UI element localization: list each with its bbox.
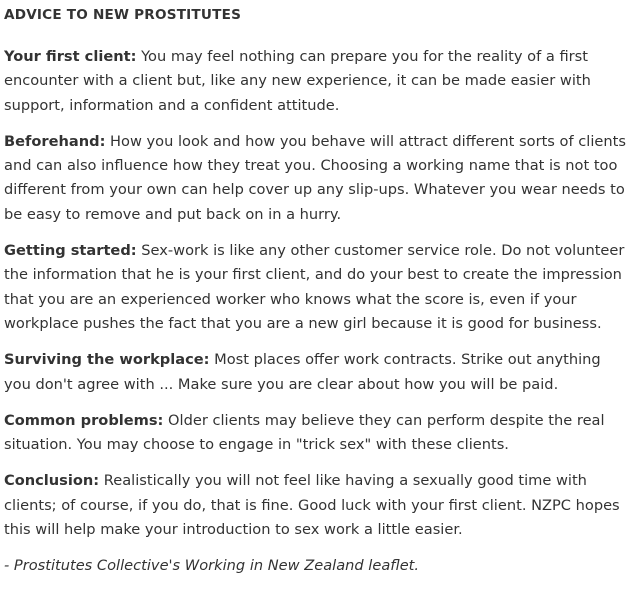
section-heading: Surviving the workplace: <box>4 351 210 369</box>
document-title: ADVICE TO NEW PROSTITUTES <box>4 7 242 23</box>
section-getting-started <box>4 239 628 336</box>
section-beforehand <box>4 130 628 227</box>
section-body: You may feel nothing can prepare you for the reality of a first encounter with a client but, like any new experience, it can be made easier with support, information and a confident attitude. <box>4 48 591 114</box>
section-body: Realistically you will not feel like having a sexually good time with clients; of course, if you do, that is fine. Good luck with your first client. NZPC hopes this will help make your introduction to sex work a little easier. <box>4 472 620 539</box>
section-common-problems <box>4 409 628 458</box>
section-heading: Beforehand: <box>4 132 106 150</box>
section-body: Sex-work is like any other customer service role. Do not volunteer the information that he is your first client, and do your best to create the impression that you are an experienced worker who knows what the score is, even if your workplace pushes the fact that you are a new girl because it is good for business. <box>4 242 625 332</box>
section-surviving-workplace <box>4 348 628 397</box>
section-heading: Common problems: <box>4 411 164 429</box>
section-conclusion <box>4 469 628 542</box>
section-heading: Conclusion: <box>4 472 100 490</box>
section-heading: Getting started: <box>4 242 137 260</box>
section-body: Older clients may believe they can perform despite the real situation. You may choose to engage in "trick sex" with these clients. <box>4 411 605 454</box>
section-body: Most places offer work contracts. Strike out anything you don't agree with ... Make sure you are clear about how you will be paid. <box>4 351 601 393</box>
section-body: How you look and how you behave will attract different sorts of clients and can also influence how they treat you. Choosing a working name that is not too different from your own can help cover up any slip-ups. Whatever you wear needs to be easy to remove and put back on in a hurry. <box>4 132 626 223</box>
section-first-client <box>4 45 628 118</box>
section-heading: Your first client: <box>4 48 137 65</box>
source-attribution: - Prostitutes Collective's Working in New Zealand leaflet. <box>4 557 420 575</box>
